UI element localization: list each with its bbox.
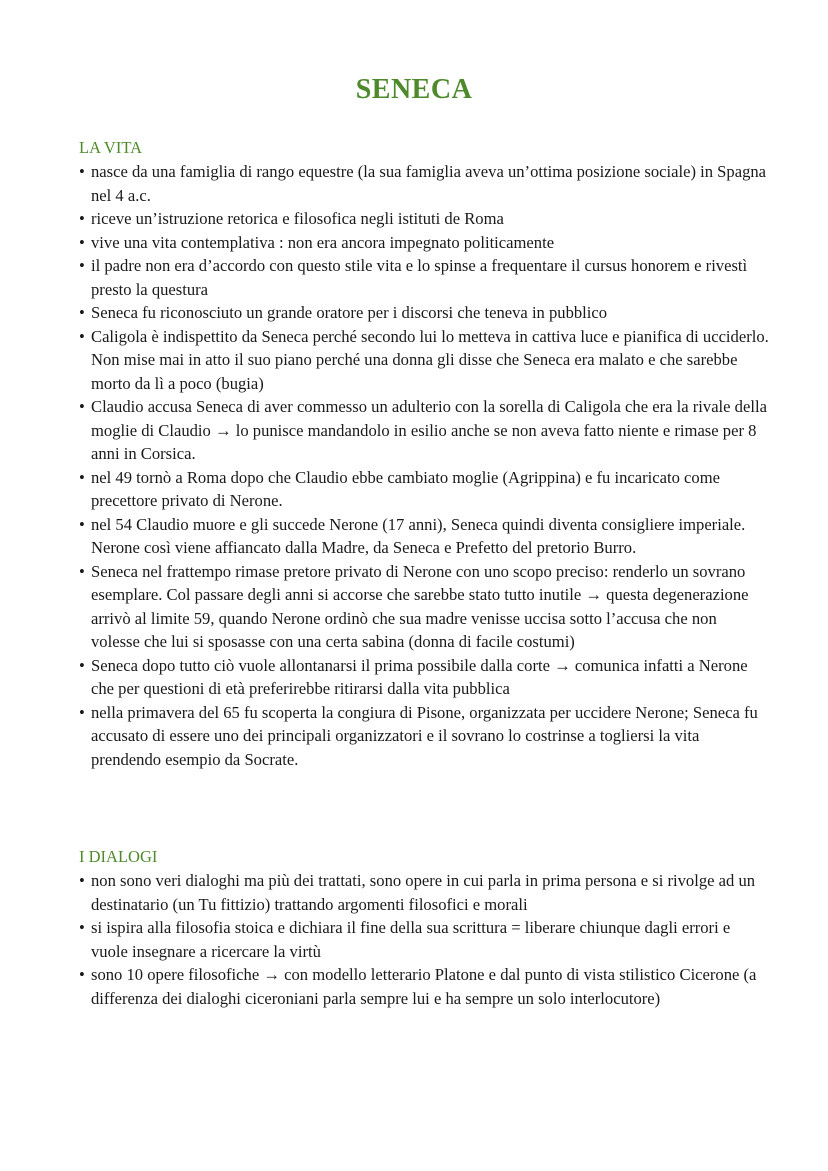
section-heading-la-vita: LA VITA [79, 138, 142, 157]
bullet-icon: • [79, 918, 85, 937]
list-item-text: Seneca nel frattempo rimase pretore privato di Nerone con uno scopo preciso: renderlo un sovrano esemplare. Col passare degli anni si accorse che sarebbe stato tutto inutile → questa degenerazione arrivò al limite 59, quando Nerone ordinò che sua madre venisse uccisa sotto l’accusa che non volesse che lui si sposasse con una certa sabina (donna di facile costumi) [91, 561, 749, 651]
list-item [79, 207, 769, 231]
bullet-icon: • [79, 303, 85, 322]
list-item [79, 513, 769, 560]
list-item-text: non sono veri dialoghi ma più dei trattati, sono opere in cui parla in prima persona e si rivolge ad un destinatario (un Tu fittizio) trattando argomenti filosofici e morali [91, 871, 756, 914]
list-item-text: si ispira alla filosofia stoica e dichiara il fine della sua scrittura = liberare chiunque dagli errori e vuole insegnare a ricercare la virtù [91, 918, 731, 961]
section-heading-i-dialoghi: I DIALOGI [79, 847, 158, 866]
list-item-text: nasce da una famiglia di rango equestre (la sua famiglia aveva un’ottima posizione sociale) in Spagna nel 4 a.c. [91, 162, 767, 205]
list-item [79, 963, 769, 1010]
list-item [79, 395, 769, 466]
list-item [79, 560, 769, 654]
bullet-icon: • [79, 397, 85, 416]
bullet-icon: • [79, 162, 85, 181]
page-title: SENECA [355, 74, 473, 105]
bullet-icon: • [79, 655, 85, 675]
list-item-text: Caligola è indispettito da Seneca perché secondo lui lo metteva in cattiva luce e pianifica di ucciderlo. Non mise mai in atto il suo piano perché una donna gli disse che Seneca era malato e che sarebbe morto da lì a poco (bugia) [91, 326, 769, 393]
bullet-icon: • [79, 702, 85, 722]
list-item [79, 160, 769, 207]
list-item [79, 654, 769, 701]
list-item-text: sono 10 opere filosofiche → con modello letterario Platone e dal punto di vista stilistico Cicerone (a differenza dei dialoghi ciceroniani parla sempre lui e ha sempre un solo interlocutore) [91, 965, 757, 1008]
list-item [79, 701, 769, 772]
bullet-icon: • [79, 561, 85, 581]
list-item [79, 916, 769, 963]
list-item-text: nel 49 tornò a Roma dopo che Claudio ebbe cambiato moglie (Agrippina) e fu incaricato come precettore privato di Nerone. [91, 467, 720, 510]
bullet-icon: • [79, 232, 85, 252]
list-item [79, 869, 769, 916]
list-item [79, 301, 769, 325]
list-item-text: Seneca dopo tutto ciò vuole allontanarsi il prima possibile dalla corte → comunica infatti a Nerone che per questioni di età preferirebbe ritirarsi dalla vita pubblica [91, 655, 748, 698]
la-vita-list [79, 160, 769, 771]
list-item [79, 466, 769, 513]
bullet-icon: • [79, 209, 85, 228]
bullet-icon: • [79, 965, 85, 984]
bullet-icon: • [79, 467, 85, 487]
list-item-text: riceve un’istruzione retorica e filosofica negli istituti de Roma [91, 209, 504, 228]
list-item [79, 254, 769, 301]
bullet-icon: • [79, 256, 85, 275]
bullet-icon: • [79, 514, 85, 534]
list-item-text: Seneca fu riconosciuto un grande oratore per i discorsi che teneva in pubblico [91, 303, 608, 322]
list-item-text: Claudio accusa Seneca di aver commesso un adulterio con la sorella di Caligola che era la rivale della moglie di Claudio → lo punisce mandandolo in esilio anche se non aveva fatto niente e rimase per 8 anni in Corsica. [91, 397, 767, 463]
bullet-icon: • [79, 326, 85, 346]
list-item-text: vive una vita contemplativa : non era ancora impegnato politicamente [91, 232, 555, 252]
list-item-text: nel 54 Claudio muore e gli succede Nerone (17 anni), Seneca quindi diventa consigliere imperiale. Nerone così viene affiancato dalla Madre, da Seneca e Prefetto del pretorio Burro. [91, 514, 746, 557]
list-item [79, 231, 769, 255]
bullet-icon: • [79, 871, 85, 890]
list-item [79, 325, 769, 396]
i-dialoghi-list [79, 869, 769, 1010]
section-i-dialoghi [79, 845, 769, 1010]
list-item-text: il padre non era d’accordo con questo stile vita e lo spinse a frequentare il cursus honorem e rivestì presto la questura [91, 256, 748, 299]
section-la-vita [79, 136, 769, 771]
list-item-text: nella primavera del 65 fu scoperta la congiura di Pisone, organizzata per uccidere Nerone; Seneca fu accusato di essere uno dei principali organizzatori e il sovrano lo costrinse a togliersi la vita prendendo esempio da Socrate. [91, 702, 758, 769]
